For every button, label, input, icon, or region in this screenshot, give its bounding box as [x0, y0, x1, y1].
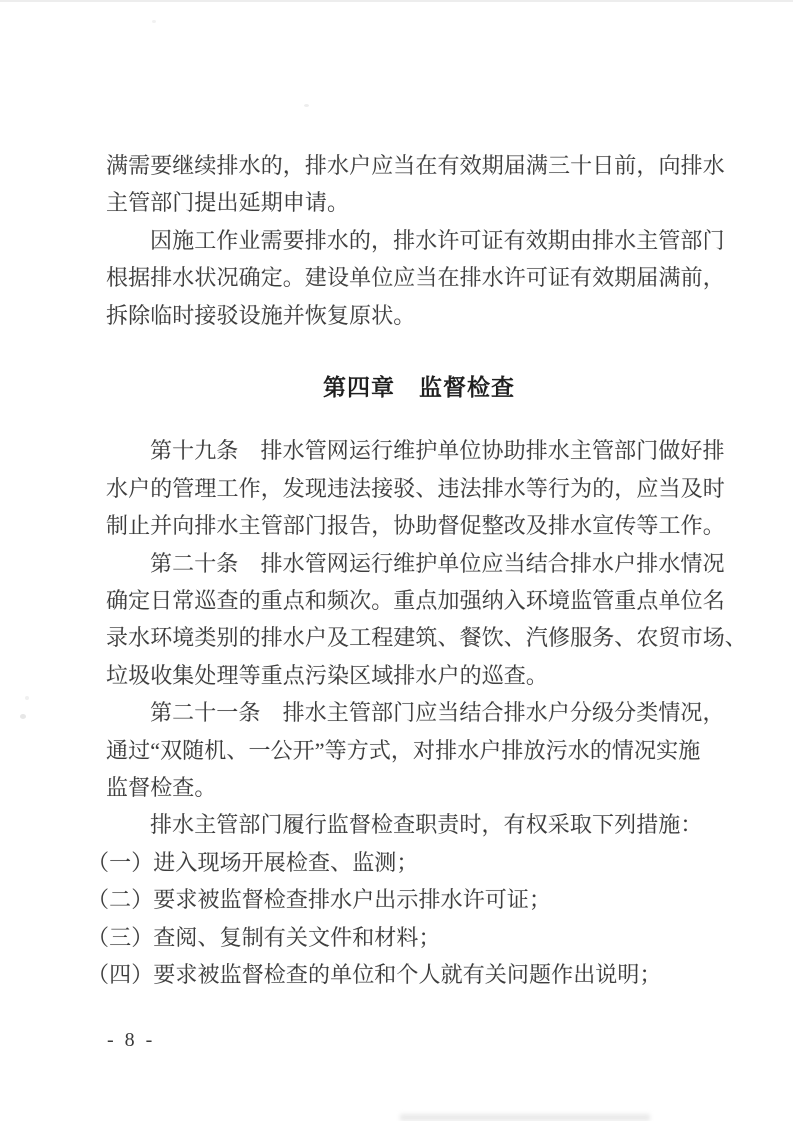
- paragraph-license-renewal-continuation: [106, 147, 726, 222]
- scan-speck: [25, 696, 29, 700]
- list-item-show-permit: [87, 881, 726, 918]
- paragraph-article-21: [106, 694, 726, 806]
- text-line: 通过“双随机、一公开”等方式，对排水户排放污水的情况实施: [106, 737, 701, 763]
- list-item-review-documents: [87, 919, 726, 956]
- scan-speck: [152, 20, 156, 23]
- text-line: 制止并向排水主管部门报告，协助督促整改及排水宣传等工作。: [106, 513, 725, 539]
- text-line: （二）要求被监督检查排水户出示排水许可证；: [87, 887, 552, 913]
- text-line: 主管部门提出延期申请。: [106, 190, 350, 216]
- text-line: 拆除临时接驳设施并恢复原状。: [106, 302, 416, 328]
- paragraph-construction-drainage: [106, 222, 726, 334]
- paragraph-article-20: [106, 545, 747, 695]
- text-line: （四）要求被监督检查的单位和个人就有关问题作出说明；: [87, 962, 662, 988]
- text-line: 录水环境类别的排水户及工程建筑、餐饮、汽修服务、农贸市场、: [106, 625, 747, 651]
- paragraph-article-19: [106, 432, 726, 544]
- text-line: 排水主管部门履行监督检查职责时，有权采取下列措施：: [150, 812, 703, 838]
- text-line: 监督检查。: [106, 775, 217, 801]
- text-line: 根据排水状况确定。建设单位应当在排水许可证有效期届满前，: [106, 265, 725, 291]
- chapter-heading: 第四章 监督检查: [323, 374, 515, 401]
- text-line: （一）进入现场开展检查、监测；: [87, 849, 419, 875]
- text-line: 第二十条 排水管网运行维护单位应当结合排水户排水情况: [150, 550, 725, 576]
- text-line: 满需要继续排水的，排水户应当在有效期届满三十日前，向排水: [106, 153, 725, 178]
- text-line: 垃圾收集处理等重点污染区域排水户的巡查。: [106, 662, 549, 688]
- scan-edge-artifact-top: [0, 0, 793, 2]
- list-item-enter-site: [87, 844, 726, 881]
- scan-edge-artifact-bottom: [400, 1114, 650, 1121]
- text-line: 水户的管理工作，发现违法接驳、违法排水等行为的，应当及时: [106, 475, 725, 501]
- paragraph-inspection-measures-intro: [106, 806, 726, 843]
- text-line: （三）查阅、复制有关文件和材料；: [87, 924, 441, 950]
- scan-speck: [20, 714, 26, 719]
- scan-speck: [304, 104, 309, 107]
- text-line: 确定日常巡查的重点和频次。重点加强纳入环境监管重点单位名: [106, 588, 725, 614]
- list-item-require-explanation: [87, 956, 726, 993]
- document-body: [87, 147, 747, 994]
- page-number: - 8 -: [107, 1029, 156, 1051]
- text-line: 因施工作业需要排水的，排水许可证有效期由排水主管部门: [150, 227, 725, 253]
- text-line: 第十九条 排水管网运行维护单位协助排水主管部门做好排: [150, 438, 725, 464]
- text-line: 第二十一条 排水主管部门应当结合排水户分级分类情况，: [150, 700, 725, 726]
